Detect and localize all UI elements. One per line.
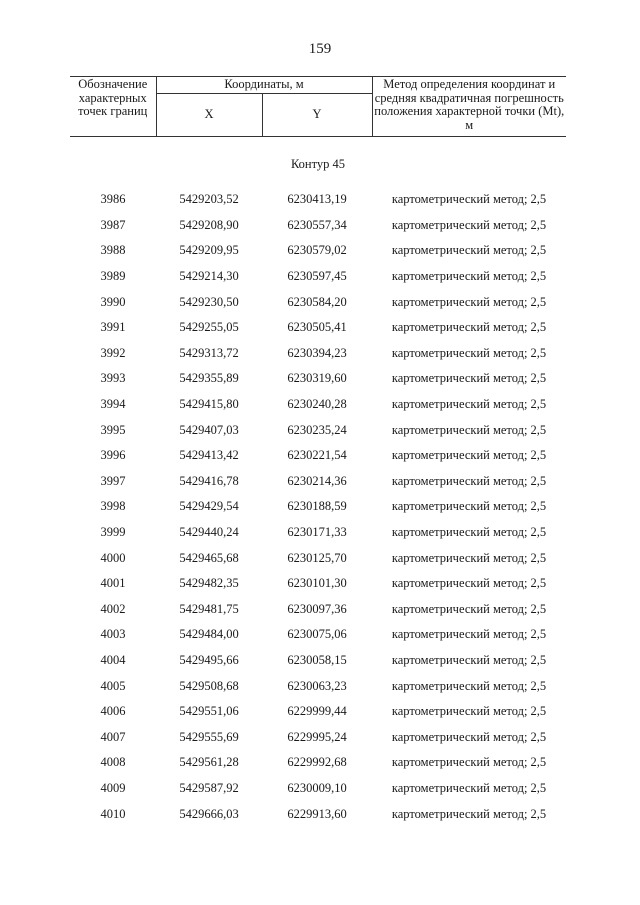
method-cell: картометрический метод; 2,5 <box>391 448 547 463</box>
point-cell: 4002 <box>100 601 126 616</box>
x-cell: 5429495,66 <box>179 652 239 667</box>
point-cell: 4004 <box>100 652 126 667</box>
x-cell: 5429415,80 <box>179 397 239 412</box>
point-cell: 3994 <box>100 397 126 412</box>
table-row <box>70 417 566 443</box>
y-cell: 6230125,70 <box>287 550 347 565</box>
coordinates-table <box>70 76 566 827</box>
header-method: Метод определения координат и средняя квадратичная погрешность положения характерной точки (Mt), м <box>372 77 566 137</box>
x-cell: 5429561,28 <box>179 755 239 770</box>
table-row <box>70 469 566 495</box>
point-cell: 4010 <box>100 806 126 821</box>
point-cell: 4007 <box>100 729 126 744</box>
x-cell: 5429481,75 <box>179 601 239 616</box>
point-cell: 3999 <box>100 525 126 540</box>
method-cell: картометрический метод; 2,5 <box>391 780 547 795</box>
y-cell: 6230584,20 <box>287 294 347 309</box>
method-cell: картометрический метод; 2,5 <box>391 320 547 335</box>
table-row <box>70 443 566 469</box>
method-cell: картометрический метод; 2,5 <box>391 243 547 258</box>
method-cell: картометрический метод; 2,5 <box>391 576 547 591</box>
point-cell: 3997 <box>100 473 126 488</box>
method-cell: картометрический метод; 2,5 <box>391 729 547 744</box>
table-row <box>70 750 566 776</box>
y-cell: 6230214,36 <box>287 473 347 488</box>
y-cell: 6230413,19 <box>287 192 347 207</box>
y-cell: 6230097,36 <box>287 601 347 616</box>
table-row <box>70 597 566 623</box>
table-row <box>70 648 566 674</box>
y-cell: 6230235,24 <box>287 422 347 437</box>
method-cell: картометрический метод; 2,5 <box>391 499 547 514</box>
point-cell: 3987 <box>100 217 126 232</box>
point-cell: 4006 <box>100 704 126 719</box>
x-cell: 5429203,52 <box>179 192 239 207</box>
x-cell: 5429355,89 <box>179 371 239 386</box>
method-cell: картометрический метод; 2,5 <box>391 550 547 565</box>
method-cell: картометрический метод; 2,5 <box>391 294 547 309</box>
table-row <box>70 238 566 264</box>
x-cell: 5429465,68 <box>179 550 239 565</box>
x-cell: 5429209,95 <box>179 243 239 258</box>
x-cell: 5429555,69 <box>179 729 239 744</box>
method-cell: картометрический метод; 2,5 <box>391 473 547 488</box>
table-header <box>70 77 566 137</box>
x-cell: 5429230,50 <box>179 294 239 309</box>
method-cell: картометрический метод; 2,5 <box>391 371 547 386</box>
contour-label: Контур 45 <box>290 156 346 171</box>
method-cell: картометрический метод; 2,5 <box>391 269 547 284</box>
point-cell: 3995 <box>100 422 126 437</box>
table-row <box>70 341 566 367</box>
table-row <box>70 392 566 418</box>
method-cell: картометрический метод; 2,5 <box>391 652 547 667</box>
y-cell: 6230597,45 <box>287 269 347 284</box>
x-cell: 5429587,92 <box>179 780 239 795</box>
y-cell: 6230319,60 <box>287 371 347 386</box>
y-cell: 6230009,10 <box>287 780 347 795</box>
x-cell: 5429508,68 <box>179 678 239 693</box>
table-row <box>70 801 566 827</box>
y-cell: 6230221,54 <box>287 448 347 463</box>
y-cell: 6230075,06 <box>287 627 347 642</box>
y-cell: 6230240,28 <box>287 397 347 412</box>
y-cell: 6229999,44 <box>287 704 347 719</box>
table-row <box>70 545 566 571</box>
table-row <box>70 571 566 597</box>
method-cell: картометрический метод; 2,5 <box>391 422 547 437</box>
header-y: Y <box>262 94 372 137</box>
table-row <box>70 724 566 750</box>
table-row <box>70 699 566 725</box>
point-cell: 3986 <box>100 192 126 207</box>
table-row <box>70 187 566 213</box>
x-cell: 5429416,78 <box>179 473 239 488</box>
x-cell: 5429413,42 <box>179 448 239 463</box>
table-row <box>70 264 566 290</box>
point-cell: 3998 <box>100 499 126 514</box>
x-cell: 5429484,00 <box>179 627 239 642</box>
method-cell: картометрический метод; 2,5 <box>391 627 547 642</box>
y-cell: 6229913,60 <box>287 806 347 821</box>
table-row <box>70 622 566 648</box>
table-row <box>70 673 566 699</box>
y-cell: 6230505,41 <box>287 320 347 335</box>
point-cell: 3996 <box>100 448 126 463</box>
point-cell: 3988 <box>100 243 126 258</box>
x-cell: 5429208,90 <box>179 217 239 232</box>
x-cell: 5429666,03 <box>179 806 239 821</box>
header-point: Обозначение характерных точек границ <box>70 77 156 137</box>
table-row <box>70 494 566 520</box>
x-cell: 5429440,24 <box>179 525 239 540</box>
y-cell: 6229992,68 <box>287 755 347 770</box>
x-cell: 5429407,03 <box>179 422 239 437</box>
method-cell: картометрический метод; 2,5 <box>391 525 547 540</box>
point-cell: 4001 <box>100 576 126 591</box>
page-number: 159 <box>308 41 332 57</box>
y-cell: 6230063,23 <box>287 678 347 693</box>
y-cell: 6230101,30 <box>287 576 347 591</box>
x-cell: 5429313,72 <box>179 345 239 360</box>
point-cell: 4003 <box>100 627 126 642</box>
contour-row <box>70 137 566 188</box>
point-cell: 3990 <box>100 294 126 309</box>
method-cell: картометрический метод; 2,5 <box>391 192 547 207</box>
method-cell: картометрический метод; 2,5 <box>391 217 547 232</box>
table-row <box>70 213 566 239</box>
method-cell: картометрический метод; 2,5 <box>391 806 547 821</box>
table-row <box>70 366 566 392</box>
y-cell: 6230579,02 <box>287 243 347 258</box>
method-cell: картометрический метод; 2,5 <box>391 601 547 616</box>
point-cell: 4008 <box>100 755 126 770</box>
table-row <box>70 520 566 546</box>
method-cell: картометрический метод; 2,5 <box>391 678 547 693</box>
method-cell: картометрический метод; 2,5 <box>391 755 547 770</box>
x-cell: 5429214,30 <box>179 269 239 284</box>
method-cell: картометрический метод; 2,5 <box>391 397 547 412</box>
x-cell: 5429551,06 <box>179 704 239 719</box>
y-cell: 6230058,15 <box>287 652 347 667</box>
method-cell: картометрический метод; 2,5 <box>391 704 547 719</box>
point-cell: 3991 <box>100 320 126 335</box>
table-row <box>70 315 566 341</box>
table-row <box>70 776 566 802</box>
x-cell: 5429482,35 <box>179 576 239 591</box>
y-cell: 6229995,24 <box>287 729 347 744</box>
point-cell: 4000 <box>100 550 126 565</box>
table-row <box>70 289 566 315</box>
header-x: X <box>156 94 262 137</box>
x-cell: 5429429,54 <box>179 499 239 514</box>
y-cell: 6230171,33 <box>287 525 347 540</box>
y-cell: 6230394,23 <box>287 345 347 360</box>
x-cell: 5429255,05 <box>179 320 239 335</box>
point-cell: 3989 <box>100 269 126 284</box>
point-cell: 4009 <box>100 780 126 795</box>
y-cell: 6230188,59 <box>287 499 347 514</box>
point-cell: 4005 <box>100 678 126 693</box>
y-cell: 6230557,34 <box>287 217 347 232</box>
header-coordinates: Координаты, м <box>156 77 372 94</box>
point-cell: 3992 <box>100 345 126 360</box>
table-body <box>70 137 566 827</box>
method-cell: картометрический метод; 2,5 <box>391 345 547 360</box>
point-cell: 3993 <box>100 371 126 386</box>
